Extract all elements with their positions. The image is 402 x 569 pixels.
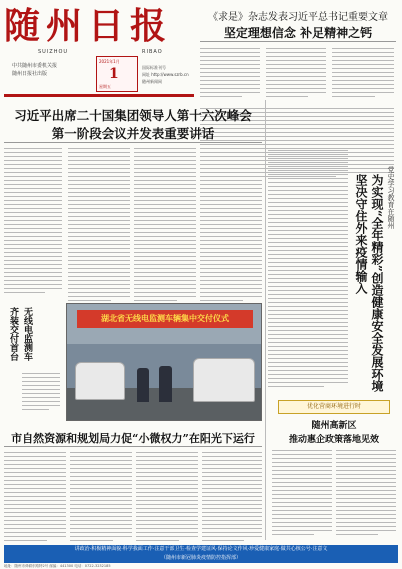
photo-person-2 [159,366,172,402]
org-line-2: 随州日报社出版 [12,71,48,77]
main-headline-line-2: 第一阶段会议并发表重要讲话 [51,126,215,141]
top-feature-body-col-2 [266,48,326,100]
photo-vehicle-1 [75,362,125,400]
masthead [4,6,194,98]
main-story-col-2 [68,148,130,304]
main-story-col-1 [4,148,62,296]
masthead-divider [4,94,194,97]
main-headline-line-1: 习近平出席二十国集团领导人第十六次峰会 [14,108,252,123]
bottom-right-article [270,398,398,543]
issue-weekday: 星期五 [99,84,111,89]
bottom-right-headline-2: 推动惠企政策落地见效 [288,435,379,445]
page-footer: 地址：随州市舜耕东路特2号 邮编：441300 电话：0722-3232185 [4,564,111,568]
vertical-feature-kicker: 党史学习教育在随州 [387,166,395,229]
section-badge: 优化营商环境进行时 [278,400,390,414]
vertical-feature-body [268,150,348,390]
vertical-feature-title-1: 为实现“全年精彩”创造健康安全发展环境 [370,174,384,392]
photo-caption-a: 无线电监测车 [22,307,32,361]
top-feature-body-col-1 [200,48,260,100]
bottom-left-headline: 市自然资源和规划局力促“小微权力”在阳光下运行 [11,432,255,445]
masthead-pinyin-left: SUIZHOU [38,49,69,55]
photo-caption-side [4,303,62,421]
vertical-feature-title-2: 坚决守住外来疫情输入 [354,174,368,294]
photo-event-banner: 湖北省无线电监测车辆集中交付仪式 [77,310,253,328]
top-feature-rule [200,41,396,42]
photo-vehicle-2 [193,358,255,402]
web-line-2: 网址 http://www.szrb.cn [142,72,189,77]
top-feature-headline: 坚定理想信念 补足精神之钙 [223,26,373,40]
main-story-col-3 [134,148,196,304]
main-headline-rule [4,142,262,143]
bottom-right-col-2 [336,450,396,538]
main-story-col-4 [200,148,262,304]
masthead-title: 随州日报 [4,5,173,47]
bottom-left-col-3 [136,452,198,544]
masthead-pinyin-right: RIBAO [142,49,163,55]
photo-caption-b: 齐装交付首台 [8,307,18,361]
top-feature-body-col-3 [332,48,394,100]
web-line-1: 国际标准刊号 [142,65,166,70]
org-line-1: 中共随州市委机关报 [12,63,58,69]
bottom-left-rule [4,446,262,447]
vertical-feature-article [266,146,398,394]
web-line-3: 随州新闻网 [142,79,162,84]
issue-day: 1 [109,66,119,82]
bottom-right-headline-1: 随州高新区 [311,421,357,431]
masthead-org [12,62,102,78]
banner-line-2: （随州市新冠肺炎疫情防控指挥部） [160,555,241,561]
photo-caption-body [22,373,60,413]
bottom-left-col-4 [202,452,262,544]
issue-date-box [96,56,138,92]
news-photo [66,303,262,421]
banner-line-1: 讲政治·积极精神面貌·科学我面工作·注意干部卫生·检查学建证风·保持论文作风·珍爱健康家庭·做共心核公号·注意文 [74,546,328,552]
bottom-left-col-1 [4,452,66,544]
public-service-banner [4,545,398,563]
masthead-web-info [142,64,198,85]
top-feature-kicker: 《求是》杂志发表习近平总书记重要文章 [208,12,388,23]
photo-person-1 [137,368,149,402]
bottom-right-col-1 [272,450,332,538]
bottom-left-col-2 [70,452,132,544]
issue-date: 2021年1月 [99,59,120,64]
